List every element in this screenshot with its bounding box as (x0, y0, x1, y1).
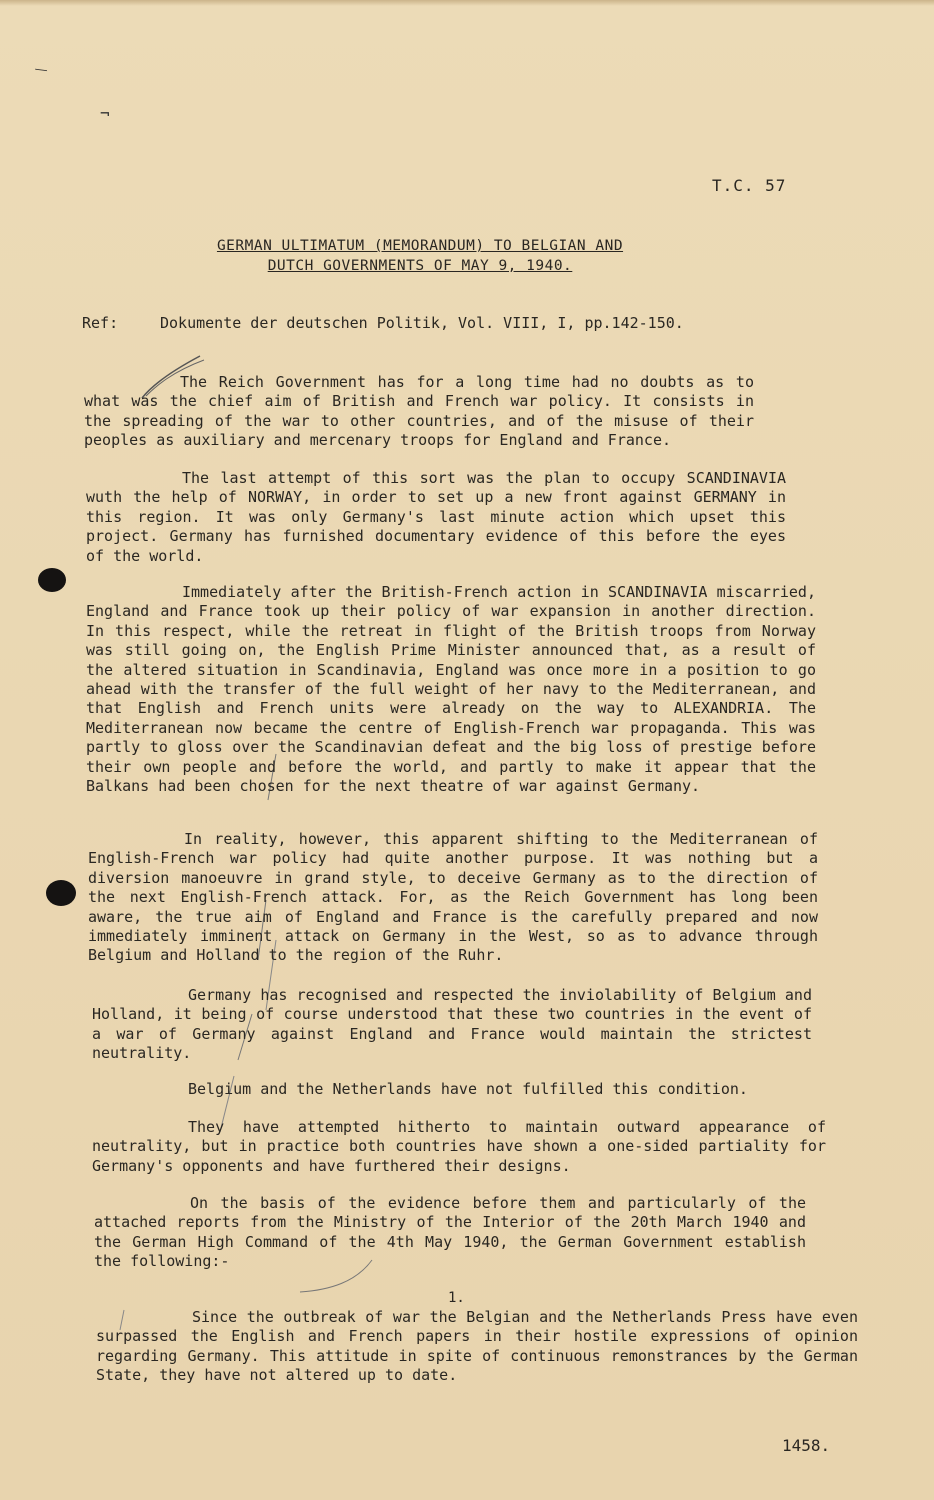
paragraph-6 (92, 1080, 812, 1099)
page-number: 1458. (782, 1436, 831, 1455)
paragraph-2 (86, 469, 786, 566)
paragraph-text: The Reich Government has for a long time had no doubts as to what was the chief aim of British and French war policy. It consists in the spreading of the war to other countries, and of the misuse of their peoples as auxiliary and mercenary troops for England and France. (84, 373, 754, 450)
paragraph-text: Germany has recognised and respected the inviolability of Belgium and Holland, it being of course understood that these two countries in the event of a war of Germany against England and France would maintain the strictest neutrality. (92, 986, 812, 1063)
reference-line (82, 314, 684, 332)
stray-mark-small: ¬ (100, 104, 110, 123)
paragraph-text: Immediately after the British-French action in SCANDINAVIA miscarried, England and France took up their policy of war expansion in another direction. In this respect, while the retreat in flight of the British troops from Norway was still going on, the English Prime Minister announced that, as a result of the altered situation in Scandinavia, England was once more in a position to go ahead with the transfer of the full weight of her navy to the Mediterranean, and that English and French units were already on the way to ALEXANDRIA. The Mediterranean now became the centre of English-French war propaganda. This was partly to gloss over the Scandinavian defeat and the big loss of prestige before their own people and before the world, and partly to make it appear that the Balkans had been chosen for the next theatre of war against Germany. (86, 583, 816, 796)
paragraph-text: Belgium and the Netherlands have not fulfilled this condition. (188, 1080, 748, 1098)
paragraph-text: In reality, however, this apparent shifting to the Mediterranean of English-French war policy had quite another purpose. It was nothing but a diversion manoeuvre in grand style, to deceive Germany as to the direction of the next English-French attack. For, as the Reich Government has long been aware, the true aim of England and France is the carefully prepared and now immediately imminent attack on Germany in the West, so as to advance through Belgium and Holland to the region of the Ruhr. (88, 830, 818, 965)
reference-text: Dokumente der deutschen Politik, Vol. VIII, I, pp.142-150. (160, 314, 684, 332)
paragraph-4 (88, 830, 818, 966)
title-line-2: DUTCH GOVERNMENTS OF MAY 9, 1940. (267, 258, 573, 274)
paragraph-8 (94, 1194, 806, 1272)
paragraph-text: They have attempted hitherto to maintain outward appearance of neutrality, but in practice both countries have shown a one-sided partiality for Germany's opponents and have furthered their designs. (92, 1118, 826, 1175)
paragraph-7 (92, 1118, 826, 1176)
paragraph-3 (86, 583, 816, 796)
paragraph-5 (92, 986, 812, 1064)
paragraph-text: The last attempt of this sort was the plan to occupy SCANDINAVIA wuth the help of NORWAY, in order to set up a new front against GERMANY in this region. It was only Germany's last minute action which upset this project. Germany has furnished documentary evidence of this before the eyes of the world. (86, 469, 786, 565)
section-paragraph (96, 1308, 858, 1386)
section-number: 1. (448, 1290, 465, 1306)
document-code: T.C. 57 (712, 176, 787, 195)
reference-label: Ref: (82, 314, 119, 332)
paragraph-1 (84, 373, 754, 451)
paragraph-text: Since the outbreak of war the Belgian and the Netherlands Press have even surpassed the English and French papers in their hostile expressions of opinion regarding Germany. This attitude in spite of continuous remonstrances by the German State, they have not altered up to date. (96, 1308, 858, 1385)
paragraph-text: On the basis of the evidence before them and particularly of the attached reports from the Ministry of the Interior of the 20th March 1940 and the German High Command of the 4th May 1940, the German Government establish the following:- (94, 1194, 806, 1271)
stray-mark-left: ⁄ (30, 62, 52, 78)
title-line-1: GERMAN ULTIMATUM (MEMORANDUM) TO BELGIAN AND (216, 238, 624, 254)
